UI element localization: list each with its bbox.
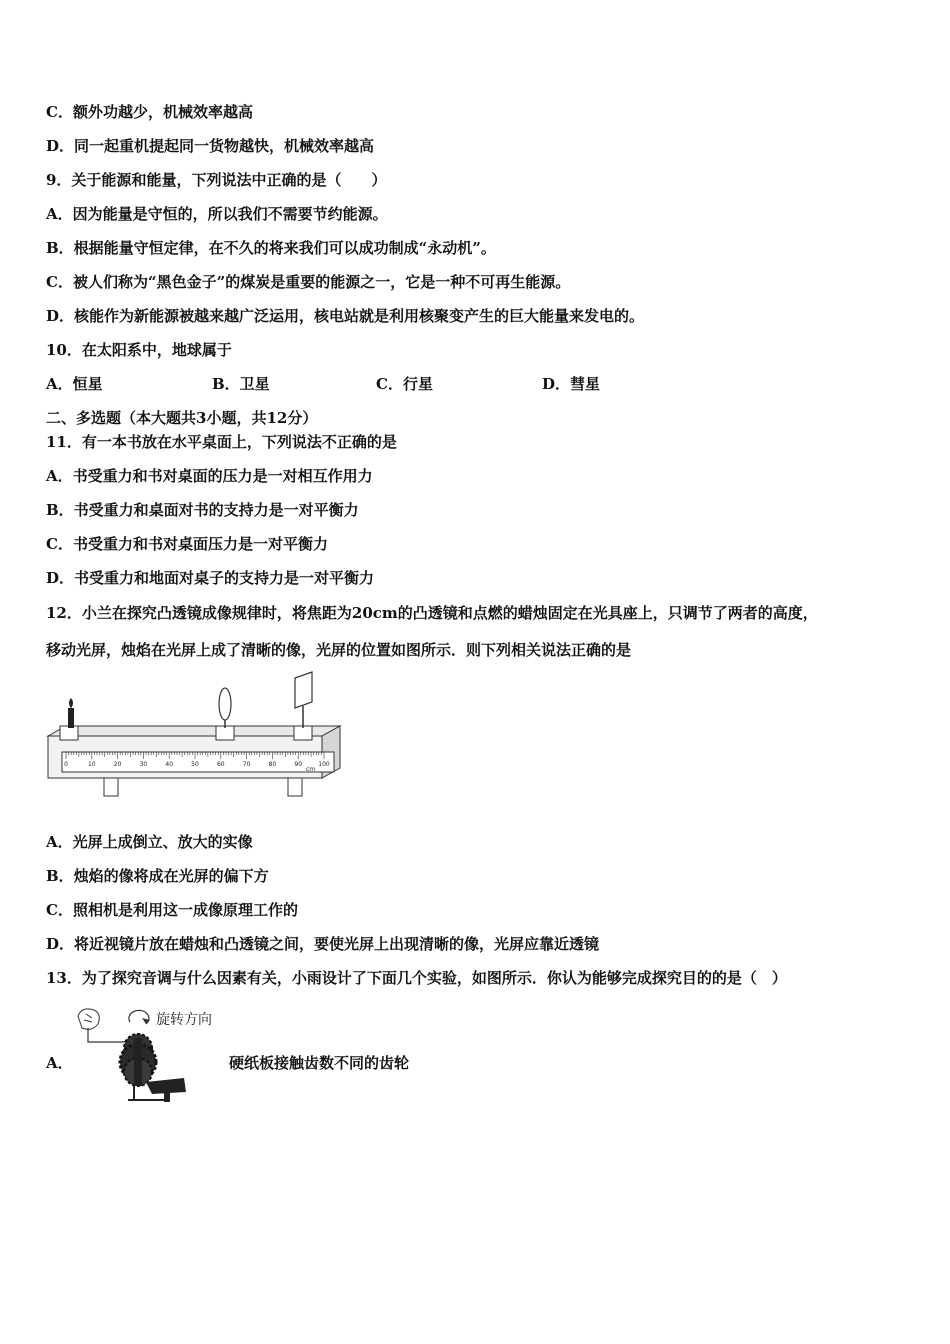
q10-option-d: D．彗星 — [542, 375, 601, 393]
q9-option-d: D．核能作为新能源被越来越广泛运用，核电站就是利用核聚变产生的巨大能量来发电的。 — [46, 307, 645, 325]
candle-holder — [60, 726, 78, 740]
q11-option-a: A．书受重力和书对桌面的压力是一对相互作用力 — [46, 467, 373, 485]
bench-foot-right — [288, 778, 302, 796]
bench-tick-label: 40 — [165, 761, 174, 768]
lens-icon — [219, 688, 231, 720]
rotation-caption: 旋转方向 — [156, 1012, 212, 1028]
q10-option-a: A．恒星 — [46, 375, 103, 393]
q12-option-c: C．照相机是利用这一成像原理工作的 — [46, 901, 298, 919]
screen-icon — [295, 672, 312, 708]
q10-option-c: C．行星 — [376, 375, 433, 393]
q9-stem: 9．关于能源和能量，下列说法中正确的是（ ） — [46, 171, 387, 189]
q9-option-b: B．根据能量守恒定律，在不久的将来我们可以成功制成“永动机”。 — [46, 239, 496, 257]
bench-tick-label: 0 — [64, 761, 68, 768]
q12-option-b: B．烛焰的像将成在光屏的偏下方 — [46, 867, 269, 885]
q12-option-d: D．将近视镜片放在蜡烛和凸透镜之间，要使光屏上出现清晰的像，光屏应靠近透镜 — [46, 935, 600, 953]
gear-svg — [72, 1002, 232, 1106]
q13-option-a-label: A． — [46, 1054, 73, 1072]
optical-bench-figure — [44, 668, 344, 802]
gear-figure — [72, 1002, 232, 1106]
clamp-icon — [164, 1090, 170, 1102]
q8-option-d: D．同一起重机提起同一货物越快，机械效率越高 — [46, 137, 375, 155]
q12-stem-line1: 12．小兰在探究凸透镜成像规律时，将焦距为20cm的凸透镜和点燃的蜡烛固定在光具座上，只调节了两者的高度， — [46, 604, 818, 622]
q10-stem: 10．在太阳系中，地球属于 — [46, 341, 232, 359]
candle-body — [68, 708, 74, 728]
bench-tick-label: 60 — [216, 761, 225, 768]
bench-tick-label: 50 — [191, 761, 199, 768]
bench-tick-label: 80 — [268, 761, 277, 768]
lens-holder — [216, 726, 234, 740]
q8-option-c: C．额外功越少，机械效率越高 — [46, 103, 253, 121]
hand-icon — [78, 1009, 99, 1029]
q12-option-a: A．光屏上成倒立、放大的实像 — [46, 833, 253, 851]
q9-option-c: C．被人们称为“黑色金子”的煤炭是重要的能源之一，它是一种不可再生能源。 — [46, 273, 571, 291]
bench-foot-left — [104, 778, 118, 796]
q9-option-a: A．因为能量是守恒的，所以我们不需要节约能源。 — [46, 205, 388, 223]
bench-unit-label: cm — [306, 766, 316, 773]
q12-stem-line2: 移动光屏，烛焰在光屏上成了清晰的像，光屏的位置如图所示．则下列相关说法正确的是 — [46, 641, 632, 659]
bench-tick-label: 30 — [139, 761, 148, 768]
q11-stem: 11．有一本书放在水平桌面上，下列说法不正确的是 — [46, 433, 397, 451]
q13-option-a-text: 硬纸板接触齿数不同的齿轮 — [229, 1054, 410, 1072]
q13-stem: 13．为了探究音调与什么因素有关，小雨设计了下面几个实验，如图所示．你认为能够完成探究目的的是（ ） — [46, 969, 787, 987]
q11-option-b: B．书受重力和桌面对书的支持力是一对平衡力 — [46, 501, 359, 519]
q11-option-d: D．书受重力和地面对桌子的支持力是一对平衡力 — [46, 569, 375, 587]
bench-tick-label: 90 — [294, 761, 303, 768]
bench-tick-label: 10 — [87, 761, 96, 768]
section-heading: 二、多选题（本大题共3小题，共12分） — [46, 409, 318, 427]
bench-tick-label: 70 — [242, 761, 251, 768]
card-icon — [88, 1028, 130, 1042]
q11-option-c: C．书受重力和书对桌面压力是一对平衡力 — [46, 535, 328, 553]
q10-option-b: B．卫星 — [212, 375, 270, 393]
bench-tick-label: 20 — [113, 761, 122, 768]
gear-axle — [134, 1038, 142, 1086]
optical-bench-svg — [44, 668, 344, 802]
screen-holder — [294, 726, 312, 740]
bench-tick-label: 100 — [318, 761, 330, 768]
